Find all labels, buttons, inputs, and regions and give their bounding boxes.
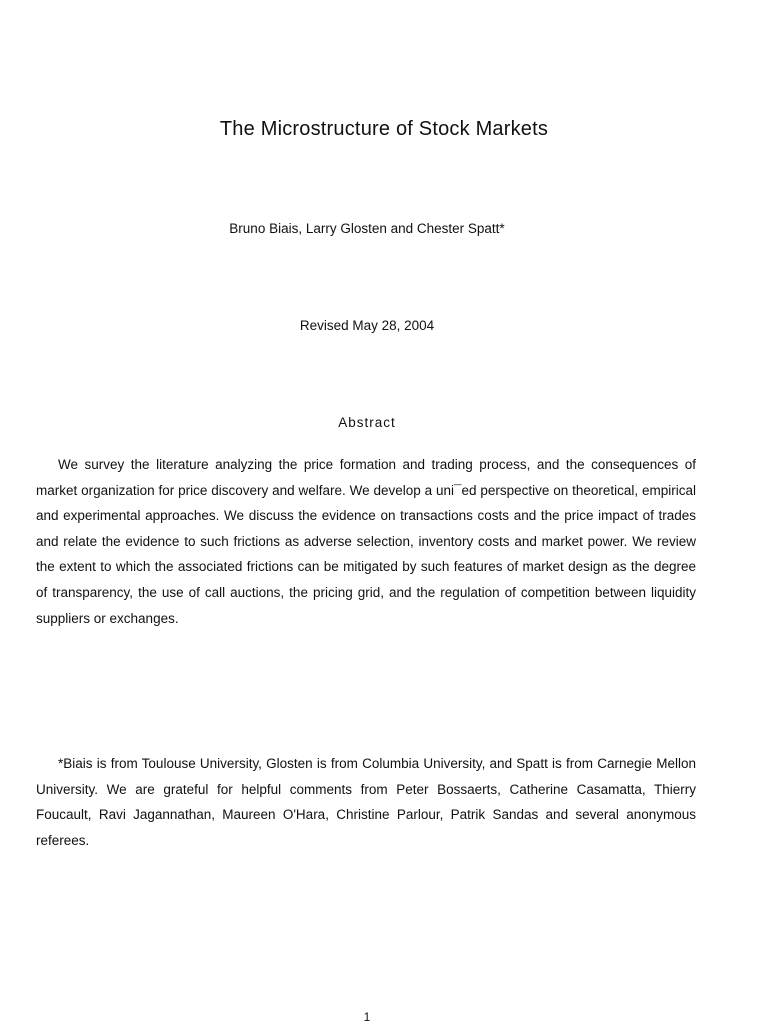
page-number: 1 bbox=[363, 1010, 371, 1024]
abstract-heading: Abstract bbox=[338, 415, 396, 430]
revision-date: Revised May 28, 2004 bbox=[299, 318, 435, 333]
author-footnote: *Biais is from Toulouse University, Glosten is from Columbia University, and Spatt is from Carnegie Mellon University. We are grateful for helpful comments from Peter Bossaerts, Catherine Casamatta, Thierry Foucault, Ravi Jagannathan, Maureen O'Hara, Christine Parlour, Patrik Sandas and several anonymous referees. bbox=[36, 756, 696, 848]
abstract-text: We survey the literature analyzing the price formation and trading process, and the consequences of market organization for price discovery and welfare. We develop a uni¯ed perspective on theoretical, empirical and experimental approaches. We discuss the evidence on transactions costs and the price impact of trades and relate the evidence to such frictions as adverse selection, inventory costs and market power. We review the extent to which the associated frictions can be mitigated by such features of market design as the degree of transparency, the use of call auctions, the pricing grid, and the regulation of competition between liquidity suppliers or exchanges. bbox=[36, 457, 696, 626]
paper-title: The Microstructure of Stock Markets bbox=[219, 118, 549, 140]
paper-authors: Bruno Biais, Larry Glosten and Chester Spatt* bbox=[229, 221, 505, 236]
